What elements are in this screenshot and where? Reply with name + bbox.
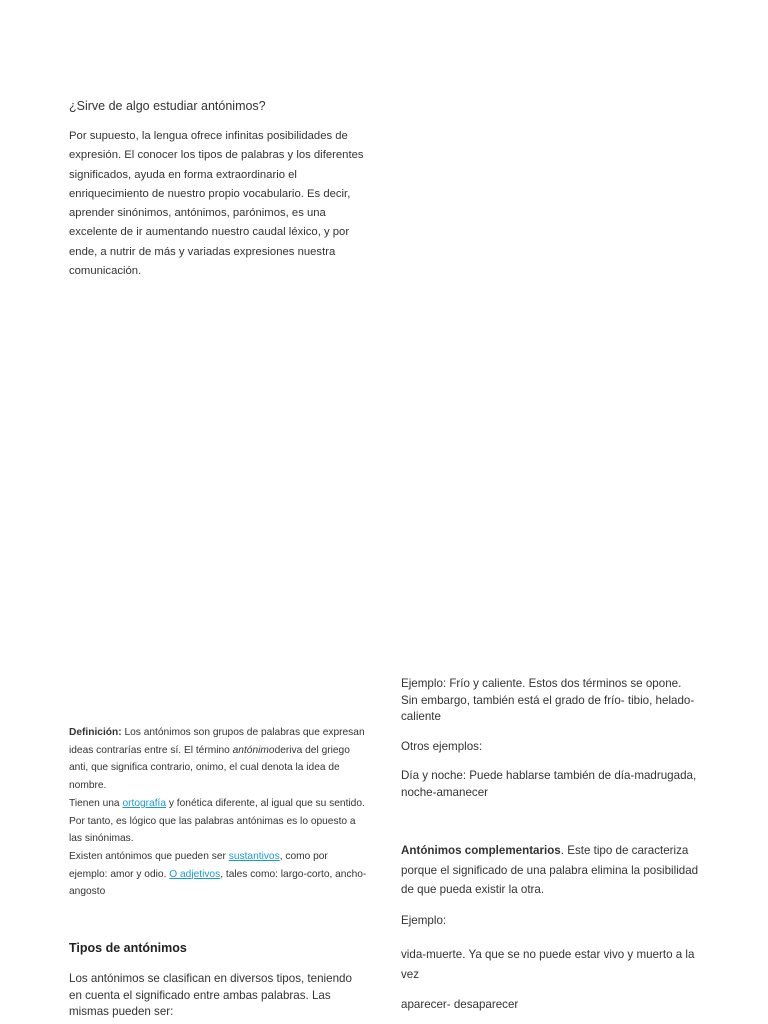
definition-text-2: deriva del griego anti, que significa contrario, onimo, el cual denota la idea de nombre. — [69, 744, 350, 792]
line2-post: y fonética diferente, al igual que su sentido. Por tanto, es lógico que las palabras antónimas es lo opuesto a las sinónimas. — [69, 797, 365, 845]
line2-pre: Tienen una — [69, 797, 123, 809]
intro-paragraph: Por supuesto, la lengua ofrece infinitas posibilidades de expresión. El conocer los tipos de palabras y los diferentes significados, ayuda en forma extraordinario el enriquecimiento de nuestro propio vocabulario. Es decir, aprender sinónimos, antónimos, parónimos, es una excelente de ir aumentando nuestro caudal léxico, y por ende, a nutrir de más y variadas expresiones nuestra comunicación. — [69, 130, 364, 278]
tipos-heading: Tipos de antónimos — [69, 941, 187, 955]
line3-mid: , como por ejemplo: amor y odio. — [69, 850, 328, 880]
example-dia-noche: Día y noche: Puede hablarse también de día-madrugada, noche-amanecer — [401, 769, 697, 799]
definition-italic-term: antónimo — [232, 744, 275, 756]
example-frio-caliente: Ejemplo: Frío y caliente. Estos dos términos se opone. Sin embargo, también está el grado de frío- tibio, helado-caliente — [401, 677, 695, 724]
definition-text-1: Los antónimos son grupos de palabras que expresan ideas contrarías entre sí. El término — [69, 727, 365, 756]
complementarios-label: Antónimos complementarios — [401, 844, 561, 857]
complementarios-paragraph — [401, 841, 701, 900]
line3-post: , tales como: largo-corto, ancho- angosto — [69, 868, 367, 898]
ortografia-paragraph — [69, 795, 369, 848]
tipos-body: Los antónimos se clasifican en diversos tipos, teniendo en cuenta el significado entre ambas palabras. Las mismas pueden ser: — [69, 972, 352, 1018]
sustantivos-paragraph — [69, 848, 369, 901]
otros-ejemplos-label: Otros ejemplos: — [401, 740, 483, 753]
complementarios-text: . Este tipo de caracteriza porque el significado de una palabra elimina la posibilidad de que pueda existir la otra. — [401, 844, 699, 896]
definition-block — [69, 724, 369, 901]
definition-paragraph — [69, 724, 369, 795]
adjetivos-link[interactable]: O adjetivos — [169, 868, 221, 880]
ejemplo-label: Ejemplo: — [401, 914, 447, 927]
sustantivos-link[interactable]: sustantivos — [228, 850, 280, 862]
example-vida-muerte: vida-muerte. Ya que se no puede estar vivo y muerto a la vez — [401, 948, 695, 981]
example-aparecer: aparecer- desaparecer — [401, 998, 519, 1011]
ortografia-link[interactable]: ortografía — [122, 797, 167, 809]
definition-label: Definición: — [69, 727, 122, 738]
line3-pre: Existen antónimos que pueden ser — [69, 850, 229, 862]
question-title: ¿Sirve de algo estudiar antónimos? — [69, 99, 266, 113]
